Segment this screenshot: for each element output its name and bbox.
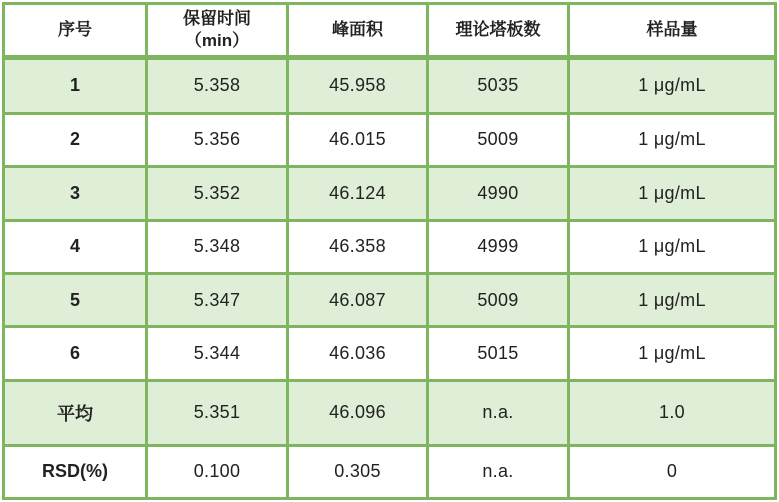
header-retention-unit: （min） [184, 31, 250, 50]
table-row-5 [4, 274, 776, 327]
table-row-2 [4, 113, 776, 166]
row-label: 4 [4, 220, 147, 273]
cell-peak-area: 46.096 [288, 380, 428, 445]
cell-theoretical-plates: 5009 [428, 113, 569, 166]
header-cell-sample-amount: 样品量 [569, 4, 776, 58]
cell-peak-area: 0.305 [288, 445, 428, 498]
cell-theoretical-plates: 5035 [428, 58, 569, 114]
cell-sample-amount: 1 μg/mL [569, 58, 776, 114]
cell-sample-amount: 1.0 [569, 380, 776, 445]
cell-retention-time: 5.356 [147, 113, 288, 166]
cell-retention-time: 5.347 [147, 274, 288, 327]
table-row-1 [4, 58, 776, 114]
cell-retention-time: 0.100 [147, 445, 288, 498]
row-label: 2 [4, 113, 147, 166]
row-label: 6 [4, 327, 147, 380]
cell-theoretical-plates: 4990 [428, 167, 569, 220]
cell-peak-area: 46.015 [288, 113, 428, 166]
row-label: RSD(%) [4, 445, 147, 498]
table-row-3 [4, 167, 776, 220]
cell-retention-time: 5.348 [147, 220, 288, 273]
header-retention-label: 保留时间 [183, 8, 251, 28]
row-label: 平均 [4, 380, 147, 445]
cell-theoretical-plates: 5015 [428, 327, 569, 380]
cell-peak-area: 45.958 [288, 58, 428, 114]
table-row-6 [4, 327, 776, 380]
header-row [4, 4, 776, 58]
cell-sample-amount: 1 μg/mL [569, 274, 776, 327]
cell-sample-amount: 0 [569, 445, 776, 498]
cell-theoretical-plates: n.a. [428, 445, 569, 498]
row-label: 3 [4, 167, 147, 220]
header-cell-serial: 序号 [4, 4, 147, 58]
cell-theoretical-plates: 5009 [428, 274, 569, 327]
table-row-average [4, 380, 776, 445]
cell-retention-time: 5.351 [147, 380, 288, 445]
hplc-results-table [2, 2, 777, 500]
table-row-rsd [4, 445, 776, 498]
cell-retention-time: 5.358 [147, 58, 288, 114]
header-cell-peak-area: 峰面积 [288, 4, 428, 58]
header-cell-retention-time [147, 4, 288, 58]
header-cell-theoretical-plates: 理论塔板数 [428, 4, 569, 58]
cell-sample-amount: 1 μg/mL [569, 220, 776, 273]
cell-theoretical-plates: n.a. [428, 380, 569, 445]
cell-theoretical-plates: 4999 [428, 220, 569, 273]
row-label: 5 [4, 274, 147, 327]
cell-peak-area: 46.124 [288, 167, 428, 220]
cell-peak-area: 46.087 [288, 274, 428, 327]
cell-sample-amount: 1 μg/mL [569, 113, 776, 166]
cell-sample-amount: 1 μg/mL [569, 327, 776, 380]
cell-sample-amount: 1 μg/mL [569, 167, 776, 220]
table-row-4 [4, 220, 776, 273]
cell-peak-area: 46.036 [288, 327, 428, 380]
cell-retention-time: 5.344 [147, 327, 288, 380]
cell-retention-time: 5.352 [147, 167, 288, 220]
row-label: 1 [4, 58, 147, 114]
cell-peak-area: 46.358 [288, 220, 428, 273]
